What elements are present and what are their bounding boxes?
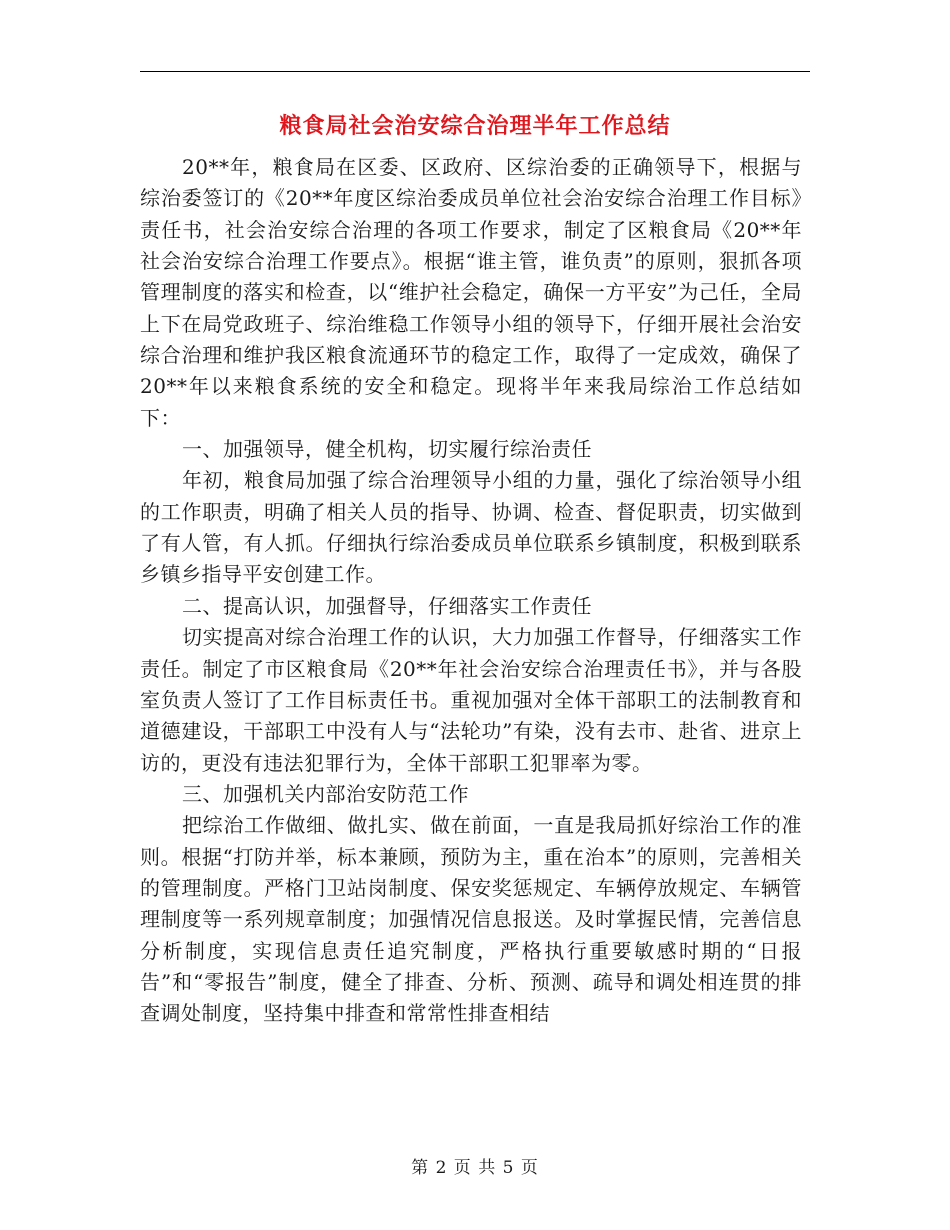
- page-number: 第 2 页 共 5 页: [411, 1158, 539, 1178]
- paragraph-section-1: 年初，粮食局加强了综合治理领导小组的力量，强化了综治领导小组的工作职责，明确了相关人员的指导、协调、检查、督促职责，切实做到了有人管，有人抓。仔细执行综治委成员单位联系乡镇制度，积极到联系乡镇乡指导平安创建工作。: [140, 468, 802, 587]
- paragraph-section-2: 切实提高对综合治理工作的认识，大力加强工作督导，仔细落实工作责任。制定了市区粮食局《20**年社会治安综合治理责任书》，并与各股室负责人签订了工作目标责任书。重视加强对全体干部职工的法制教育和道德建设，干部职工中没有人与“法轮功”有染，没有去市、赴省、进京上访的，更没有违法犯罪行为，全体干部职工犯罪率为零。: [140, 625, 802, 775]
- document-title: 粮食局社会治安综合治理半年工作总结: [279, 113, 671, 139]
- paragraph-section-3: 把综治工作做细、做扎实、做在前面，一直是我局抓好综治工作的准则。根据“打防并举，标本兼顾，预防为主，重在治本”的原则，完善相关的管理制度。严格门卫站岗制度、保安奖惩规定、车辆停放规定、车辆管理制度等一系列规章制度；加强情况信息报送。及时掌握民情，完善信息分析制度，实现信息责任追究制度，严格执行重要敏感时期的“日报告”和“零报告”制度，健全了排查、分析、预测、疏导和调处相连贯的排查调处制度，坚持集中排查和常常性排查相结: [140, 813, 802, 1026]
- section-heading-1: 一、加强领导，健全机构，切实履行综治责任: [182, 437, 592, 462]
- section-heading-3: 三、加强机关内部治安防范工作: [182, 781, 469, 806]
- paragraph-intro: 20**年，粮食局在区委、区政府、区综治委的正确领导下，根据与综治委签订的《20**年度区综治委成员单位社会治安综合治理工作目标》责任书，社会治安综合治理的各项工作要求，制定了区粮食局《20**年社会治安综合治理工作要点》。根据“谁主管，谁负责”的原则，狠抓各项管理制度的落实和检查，以“维护社会稳定，确保一方平安”为己任，全局上下在局党政班子、综治维稳工作领导小组的领导下，仔细开展社会治安综合治理和维护我区粮食流通环节的稳定工作，取得了一定成效，确保了20**年以来粮食系统的安全和稳定。现将半年来我局综治工作总结如下：: [140, 155, 802, 430]
- document-body: [140, 152, 802, 1030]
- header-rule: [140, 71, 810, 72]
- section-heading-2: 二、提高认识，加强督导，仔细落实工作责任: [182, 593, 592, 618]
